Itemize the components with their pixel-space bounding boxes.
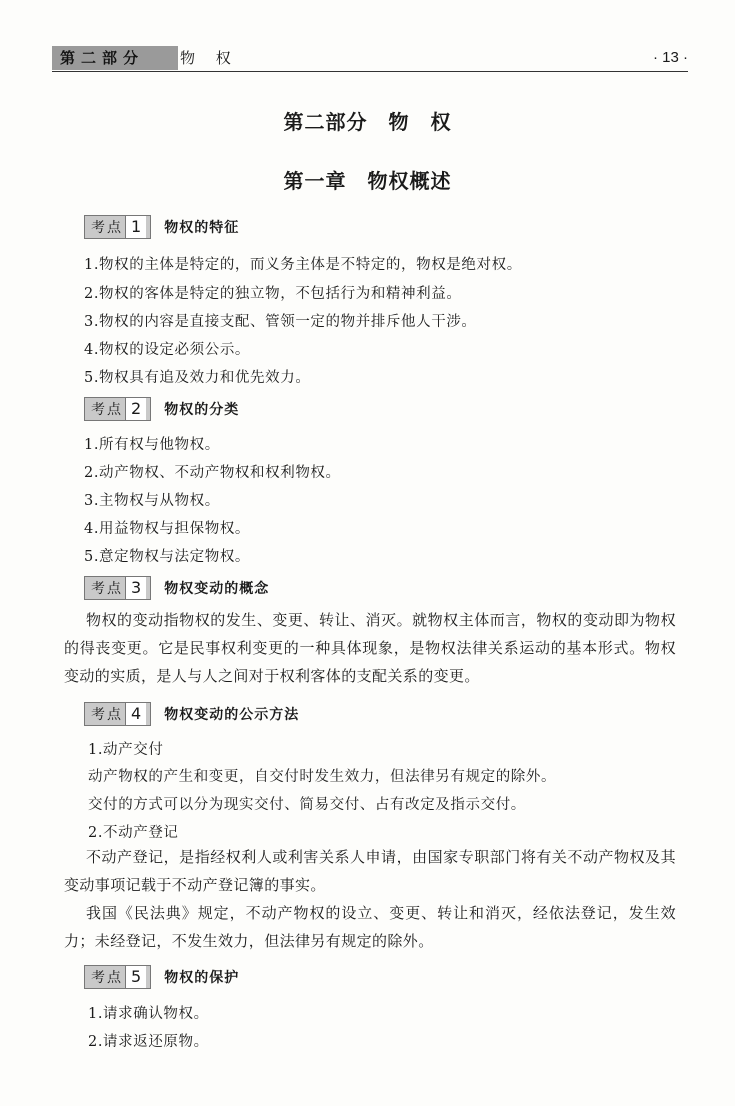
list-item: 4.物权的设定必须公示。: [84, 342, 251, 358]
part-title: 第二部分 物 权: [283, 110, 452, 134]
header-part-name: 物 权: [180, 49, 239, 67]
paragraph: 不动产登记，是指经权利人或利害关系人申请，由国家专职部门将有关不动产物权及其变动事项记载于不动产登记簿的事实。: [64, 848, 676, 894]
kaodian-badge: 考点 3: [84, 576, 151, 600]
list-item: 3.物权的内容是直接支配、管领一定的物并排斥他人干涉。: [84, 314, 477, 330]
list-item: 1.请求确认物权。: [88, 1006, 209, 1022]
section-heading-4: [84, 702, 299, 726]
section-heading-3: [84, 576, 269, 600]
section-heading-1: [84, 215, 239, 239]
section-title: 物权的分类: [164, 402, 240, 418]
header-part-label: 第二部分: [52, 46, 178, 70]
list-item: 2.动产物权、不动产物权和权利物权。: [84, 465, 341, 481]
page-number: · 13 ·: [652, 49, 688, 66]
kaodian-badge: 考点 4: [84, 702, 151, 726]
subheading: 2.不动产登记: [88, 825, 179, 841]
list-item: 1.所有权与他物权。: [84, 437, 220, 453]
paragraph: 动产物权的产生和变更，自交付时发生效力，但法律另有规定的除外。: [88, 769, 557, 785]
section-title: 物权的特征: [164, 220, 240, 236]
paragraph: 物权的变动指物权的发生、变更、转让、消灭。就物权主体而言，物权的变动即为物权的得丧变更。它是民事权利变更的一种具体现象，是物权法律关系运动的基本形式。物权变动的实质，是人与人之间对于权利客体的支配关系的变更。: [64, 611, 676, 685]
list-item: 3.主物权与从物权。: [84, 493, 220, 509]
section-heading-2: [84, 397, 239, 421]
list-item: 5.物权具有追及效力和优先效力。: [84, 370, 311, 386]
subheading: 1.动产交付: [88, 742, 164, 758]
kaodian-badge: 考点 5: [84, 965, 151, 989]
section-title: 物权的保护: [164, 970, 240, 986]
list-item: 1.物权的主体是特定的，而义务主体是不特定的，物权是绝对权。: [84, 257, 522, 273]
kaodian-badge: 考点 1: [84, 215, 151, 239]
paragraph: 交付的方式可以分为现实交付、简易交付、占有改定及指示交付。: [88, 797, 526, 813]
section-title: 物权变动的概念: [164, 581, 270, 597]
list-item: 2.物权的客体是特定的独立物，不包括行为和精神利益。: [84, 286, 462, 302]
list-item: 5.意定物权与法定物权。: [84, 549, 251, 565]
chapter-title: 第一章 物权概述: [283, 169, 452, 193]
section-title: 物权变动的公示方法: [164, 707, 300, 723]
list-item: 2.请求返还原物。: [88, 1034, 209, 1050]
list-item: 4.用益物权与担保物权。: [84, 521, 251, 537]
running-header: [52, 46, 688, 72]
header-rule: [52, 71, 688, 72]
section-heading-5: [84, 965, 239, 989]
paragraph: 我国《民法典》规定，不动产物权的设立、变更、转让和消灭，经依法登记，发生效力；未经登记，不发生效力，但法律另有规定的除外。: [64, 904, 676, 950]
kaodian-badge: 考点 2: [84, 397, 151, 421]
